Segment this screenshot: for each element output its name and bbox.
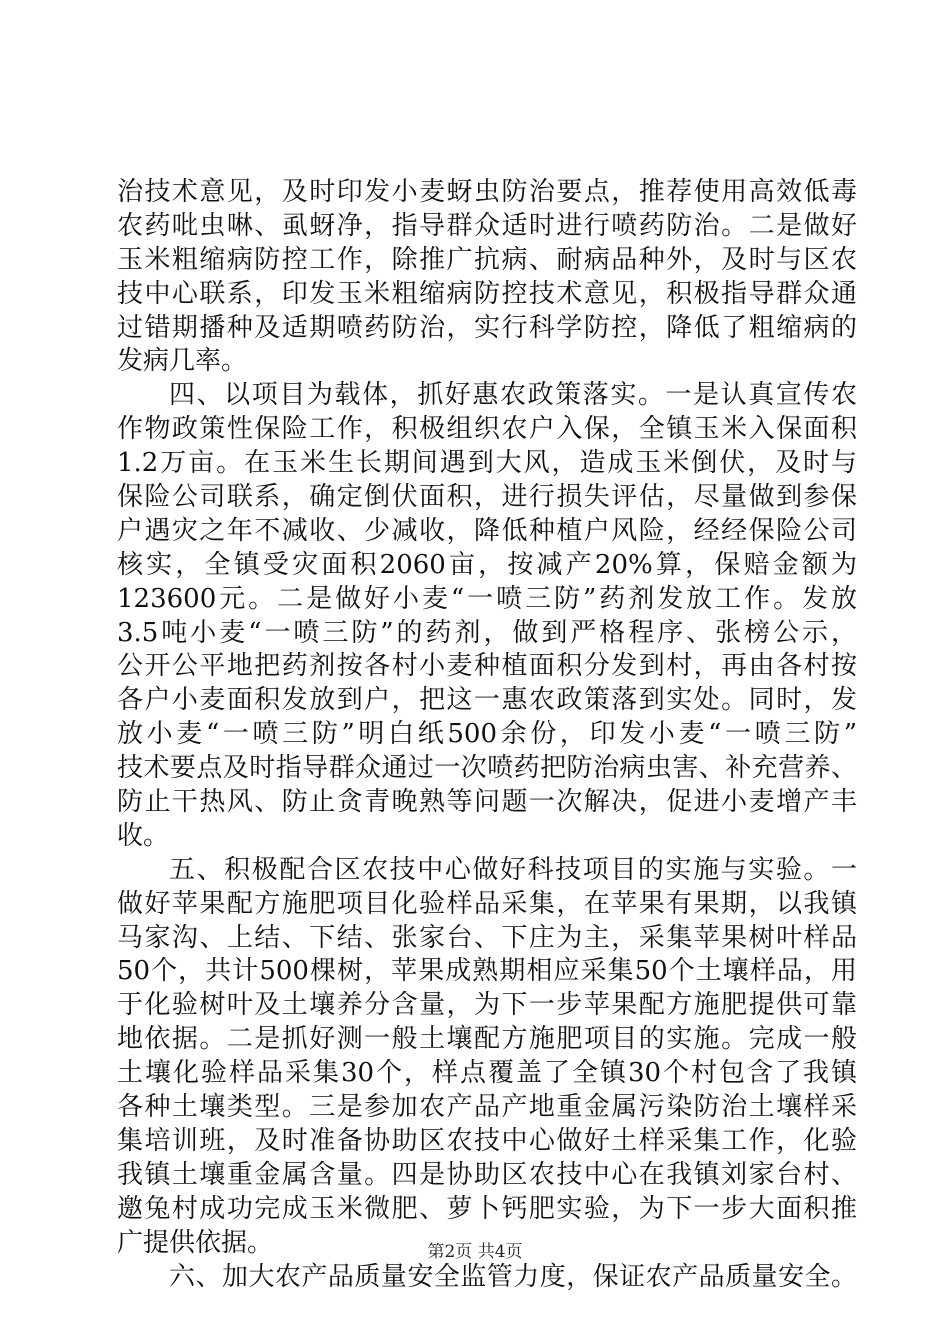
paragraph-line: 技术要点及时指导群众通过一次喷药把防治病虫害、补充营养、 bbox=[117, 753, 857, 784]
paragraph-line: 核实，全镇受灾面积2060亩，按减产20%算，保赔金额为 bbox=[117, 549, 857, 580]
paragraph-line: 各种土壤类型。三是参加农产品产地重金属污染防治土壤样采 bbox=[117, 1092, 857, 1123]
paragraph-line: 四、以项目为载体，抓好惠农政策落实。一是认真宣传农 bbox=[169, 380, 857, 411]
page-footer: 第2页 共4页 bbox=[427, 1242, 523, 1262]
paragraph-line: 技中心联系，印发玉米粗缩病防控技术意见，积极指导群众通 bbox=[117, 278, 857, 309]
paragraph-line: 六、加大农产品质量安全监管力度，保证农产品质量安全。 bbox=[169, 1261, 857, 1292]
paragraph-line: 玉米粗缩病防控工作，除推广抗病、耐病品种外，及时与区农 bbox=[117, 244, 857, 275]
paragraph-line: 发病几率。 bbox=[117, 346, 248, 377]
paragraph-line: 50个，共计500棵树，苹果成熟期相应采集50个土壤样品，用 bbox=[117, 956, 857, 987]
paragraph-line: 邀兔村成功完成玉米微肥、萝卜钙肥实验，为下一步大面积推 bbox=[117, 1193, 857, 1224]
paragraph-line: 五、积极配合区农技中心做好科技项目的实施与实验。一 bbox=[169, 854, 857, 885]
paragraph-line: 保险公司联系，确定倒伏面积，进行损失评估，尽量做到参保 bbox=[117, 482, 857, 513]
paragraph-line: 治技术意见，及时印发小麦蚜虫防治要点，推荐使用高效低毒 bbox=[117, 177, 857, 207]
paragraph-line: 作物政策性保险工作，积极组织农户入保，全镇玉米入保面积 bbox=[117, 414, 857, 445]
paragraph-line: 我镇土壤重金属含量。四是协助区农技中心在我镇刘家台村、 bbox=[117, 1159, 857, 1190]
paragraph-line: 农药吡虫啉、虱蚜净，指导群众适时进行喷药防治。二是做好 bbox=[117, 210, 857, 241]
paragraph-line: 土壤化验样品采集30个，样点覆盖了全镇30个村包含了我镇 bbox=[117, 1058, 857, 1089]
paragraph-line: 广提供依据。 bbox=[117, 1227, 274, 1258]
paragraph-line: 防止干热风、防止贪青晚熟等问题一次解决，促进小麦增产丰 bbox=[117, 787, 857, 818]
paragraph-line: 1.2万亩。在玉米生长期间遇到大风，造成玉米倒伏，及时与 bbox=[117, 448, 857, 479]
paragraph-line: 收。 bbox=[117, 820, 170, 851]
paragraph-line: 公开公平地把药剂按各村小麦种植面积分发到村，再由各村按 bbox=[117, 651, 857, 682]
paragraph-line: 集培训班，及时准备协助区农技中心做好土样采集工作，化验 bbox=[117, 1125, 857, 1156]
paragraph-line: 做好苹果配方施肥项目化验样品采集，在苹果有果期，以我镇 bbox=[117, 888, 857, 919]
paragraph-line: 放小麦“一喷三防”明白纸500余份，印发小麦“一喷三防” bbox=[117, 719, 857, 750]
paragraph-line: 123600元。二是做好小麦“一喷三防”药剂发放工作。发放 bbox=[117, 583, 857, 614]
paragraph-line: 马家沟、上结、下结、张家台、下庄为主，采集苹果树叶样品 bbox=[117, 922, 857, 953]
document-body bbox=[117, 176, 857, 1294]
paragraph-line: 于化验树叶及土壤养分含量，为下一步苹果配方施肥提供可靠 bbox=[117, 990, 857, 1021]
paragraph-line: 3.5吨小麦“一喷三防”的药剂，做到严格程序、张榜公示， bbox=[117, 617, 857, 648]
paragraph-line: 过错期播种及适期喷药防治，实行科学防控，降低了粗缩病的 bbox=[117, 312, 857, 343]
paragraph-line: 地依据。二是抓好测一般土壤配方施肥项目的实施。完成一般 bbox=[117, 1024, 857, 1055]
paragraph-line: 户遇灾之年不减收、少减收，降低种植户风险，经经保险公司 bbox=[117, 515, 857, 546]
paragraph-line: 各户小麦面积发放到户，把这一惠农政策落到实处。同时，发 bbox=[117, 685, 857, 716]
